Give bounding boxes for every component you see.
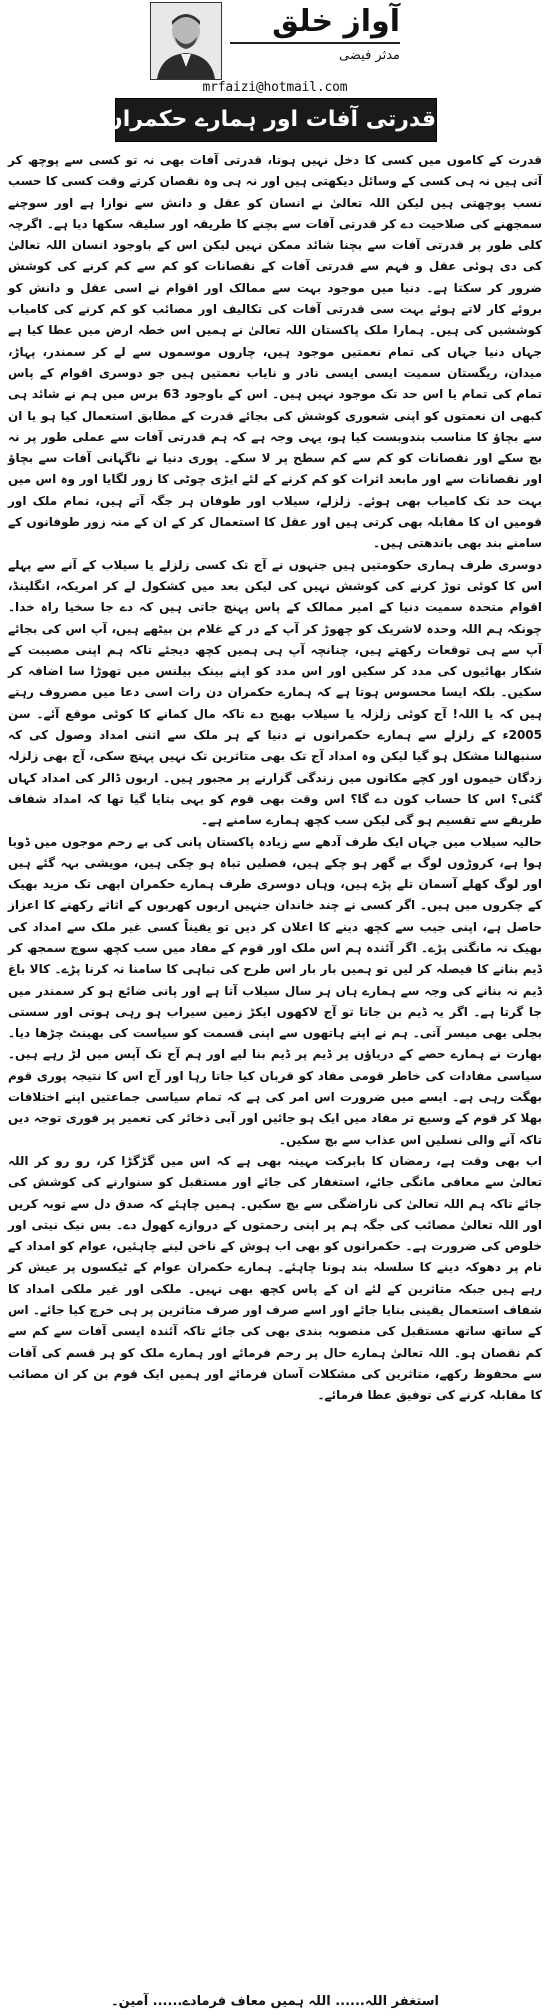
body-paragraph-2: دوسری طرف ہماری حکومتیں ہیں جنہوں نے آج تک کسی زلزلے یا سیلاب کے آنے سے پہلے اس کا کوئی توڑ کرنے کی کوشش نہیں کی لیکن بعد میں کشکول لے کر امریکہ، انگلینڈ، اقوام متحدہ سمیت دنیا کے امیر ممالک کے پاس پہنچ جاتی ہیں کہ دے جا سخیا راہ خدا۔ چونکہ ہم اللہ وحدہ لاشریک کو چھوڑ کر آپ کے در کے غلام بن بیٹھے ہیں، آپ اس کی بجائے آپ سے ہی توقعات رکھتے ہیں، چنانچہ آپ ہی ہمیں کچھ دیجئے تاکہ ہم اپنی مصیبت کے شکار بھائیوں کی مدد کر سکیں اور اس مدد کو اپنے بینک بیلنس میں تھوڑا سا اضافہ کر سکیں۔ بلکہ ایسا محسوس ہوتا ہے کہ ہمارے حکمران دن رات اسی دعا میں مصروف رہتے ہیں کہ یا اللہ! آج کوئی زلزلہ یا سیلاب بھیج دے تاکہ مال کمانے کا کوئی موقع آئے۔ سن 2005ء کے زلزلے سے ہمارے حکمرانوں نے دنیا کے ہر ملک سے اتنی امداد وصول کی کہ سنبھالنا مشکل ہو گیا لیکن وہ امداد آج تک بھی متاثرین تک نہیں پہنچ سکی، آج بھی زلزلہ زدگان خیموں اور کچے مکانوں میں زندگی گزارنے پر مجبور ہیں۔ اربوں ڈالر کی امداد کہاں گئی؟ اس کا حساب کون دے گا؟ اس وقت بھی قوم کو یہی بتایا گیا تھا کہ امداد شفاف طریقے سے تقسیم ہو گی لیکن سب کچھ ہمارے سامنے ہے۔ <box>8 557 542 828</box>
article-headline <box>43 98 437 142</box>
body-paragraph-1: قدرت کے کاموں میں کسی کا دخل نہیں ہوتا، قدرتی آفات بھی نہ تو کسی سے پوچھ کر آتی ہیں نہ ہی کسی کے وسائل دیکھتی ہیں اور نہ ہی وہ نقصان کرتے وقت کسی کا حسب نسب پوچھتی ہیں لیکن اللہ تعالیٰ نے انسان کو عقل و دانش سے نوازا ہے اور سوچنے سمجھنے کی صلاحیت دے کر قدرتی آفات سے بچنے کا طریقہ اور سلیقہ سکھا دیا ہے۔ اگرچہ کلی طور پر قدرتی آفات سے بچنا شائد ممکن نہیں لیکن اس کے باوجود انسان اللہ تعالیٰ کی دی ہوئی عقل و فہم سے قدرتی آفات کے نقصانات کو کم سے کم کرنے کی کوشش ضرور کر سکتا ہے۔ دنیا میں موجود بہت سے ممالک اور اقوام نے اسی عقل و دانش کو بروئے کار لاتے ہوئے بہت سی قدرتی آفات کی تکالیف اور مصائب کو کم کرنے کی کامیاب کوششیں کی ہیں۔ ہمارا ملک پاکستان اللہ تعالیٰ نے ہمیں اس خطہ ارض میں عطا کیا ہے جہاں دنیا جہاں کی تمام نعمتیں موجود ہیں، چاروں موسموں سے لے کر سمندر، پہاڑ، میدان، ریگستان سمیت ایسی ایسی نادر و نایاب نعمتیں ہیں جو دوسری اقوام کے پاس تمام کی تمام یا اس حد تک موجود نہیں ہیں۔ اس کے باوجود 63 برس میں ہم نے شائد ہی کبھی ان نعمتوں کو اپنی شعوری کوشش کی بجائے قدرت کے مطابق استعمال کیا ہو یا ان سے بچاؤ کا مناسب بندوبست کیا ہو، یہی وجہ ہے کہ ہم قدرتی آفات سے عملی طور پر نہ بچ سکے اور نقصانات کو کم سے کم سطح پر لا سکے۔ پوری دنیا نے ناگہانی آفات سے بچاؤ اور نقصانات سے اور مابعد اثرات کو کم کرنے کے لئے ایڑی چوٹی کا زور لگایا اور وہ اس میں بہت حد تک کامیاب بھی ہوئے۔ زلزلے، سیلاب اور طوفان ہر جگہ آتے ہیں، تمام ملک اور قومیں ان کا مقابلہ بھی کرتی ہیں اور عقل کا استعمال کر کے ان کے منہ زور طوفانوں کے سامنے بند بھی باندھتی ہیں۔ <box>8 153 543 551</box>
column-masthead <box>150 2 400 94</box>
article-body <box>8 150 542 2000</box>
column-title: آواز خلق <box>272 4 400 39</box>
columnist-email[interactable]: mrfaizi@hotmail.com <box>202 80 348 95</box>
columnist-portrait-icon <box>151 3 221 79</box>
columnist-photo <box>150 2 222 80</box>
body-paragraph-4: اب بھی وقت ہے، رمضان کا بابرکت مہینہ بھی ہے کہ اس میں گڑگڑا کر، رو رو کر اللہ تعالیٰ سے معافی مانگی جائے، استغفار کی جائے اور مستقبل کو سنوارنے کی کوشش کی جائے تاکہ ہم اللہ تعالیٰ کی ناراضگی سے بچ سکیں۔ ہمیں چاہئے کہ صدق دل سے توبہ کریں اور اللہ تعالیٰ مصائب کی جگہ ہم پر اپنی رحمتوں کے دروازے کھول دے۔ بس نیک نیتی اور خلوص کی ضرورت ہے۔ حکمرانوں کو بھی اب ہوش کے ناخن لینے چاہئیں، عوام کو امداد کے نام پر دھوکہ دینے کا سلسلہ بند ہونا چاہئے۔ ہمارے حکمران عوام کے ٹیکسوں پر عیش کر رہے ہیں جبکہ متاثرین کے لئے ان کے پاس کچھ بھی نہیں۔ ملکی اور غیر ملکی امداد کا شفاف استعمال یقینی بنایا جائے اور اسے صرف اور صرف متاثرین پر ہی خرچ کیا جائے۔ اس کے ساتھ ساتھ مستقبل کی منصوبہ بندی بھی کی جائے تاکہ آئندہ ایسی آفات سے کم سے کم نقصان ہو۔ اللہ تعالیٰ ہمارے حال پر رحم فرمائے اور ہمارے ملک کو ہر قسم کی آفات سے محفوظ رکھے، متاثرین کی مشکلات آسان فرمائے اور ہمیں ایک قوم بن کر ان مصائب کا مقابلہ کرنے کی توفیق عطا فرمائے۔ <box>8 1153 542 1403</box>
column-title-rule <box>230 42 400 44</box>
body-paragraph-3: حالیہ سیلاب میں جہاں ایک طرف آدھے سے زیادہ پاکستان پانی کی بے رحم موجوں میں ڈوبا ہوا ہے، کروڑوں لوگ بے گھر ہو چکے ہیں، فصلیں تباہ ہو چکی ہیں، مویشی بہہ گئے ہیں اور لوگ کھلے آسمان تلے پڑے ہیں، وہاں دوسری طرف ہمارے حکمران ابھی تک مزید بھیک کے چکروں میں ہیں۔ اگر کسی نے چند خاندان جنہیں اربوں کھربوں کے اثاثے رکھنے کا اعزاز حاصل ہے، اپنی جیب سے کچھ دینے کا اعلان کر دیں تو یقیناً کسی غیر ملک سے امداد کی بھیک نہ مانگنی پڑے۔ اگر آئندہ ہم اس ملک اور قوم کے مفاد میں سب کچھ سوچ سمجھ کر ڈیم بنانے کا فیصلہ کر لیں تو ہمیں بار بار اس طرح کی تباہی کا سامنا نہ کرنا پڑے۔ کالا باغ ڈیم نہ بنانے کی وجہ سے ہمارے ہاں ہر سال سیلاب آتا ہے اور پانی ضائع ہو کر سمندر میں جا گرتا ہے۔ اگر یہ ڈیم بن جاتا تو آج لاکھوں ایکڑ زمین سیراب ہو رہی ہوتی اور سستی بجلی بھی میسر آتی۔ ہم نے اپنے ہاتھوں سے اپنی قسمت کو سیاست کی بھینٹ چڑھا دیا۔ بھارت نے ہمارے حصے کے دریاؤں پر ڈیم پر ڈیم بنا لیے اور ہم آج تک آپس میں لڑ رہے ہیں۔ سیاسی مفادات کی خاطر قومی مفاد کو قربان کیا جاتا رہا اور آج اس کا نتیجہ پوری قوم بھگت رہی ہے۔ ایسے میں ضرورت اس امر کی ہے کہ تمام سیاسی جماعتیں اپنے اختلافات بھلا کر قوم کے وسیع تر مفاد میں ایک ہو جائیں اور آبی ذخائر کی تعمیر پر فوری توجہ دیں تاکہ آنے والی نسلیں اس عذاب سے بچ سکیں۔ <box>8 834 543 1147</box>
columnist-byline: مدثر فیضی <box>339 48 400 63</box>
article-signoff: استغفر اللہ...... اللہ ہمیں معاف فرمادے...... آمین۔ <box>111 1994 439 2009</box>
headline-text: قدرتی آفات اور ہمارے حکمران......! <box>43 107 436 132</box>
